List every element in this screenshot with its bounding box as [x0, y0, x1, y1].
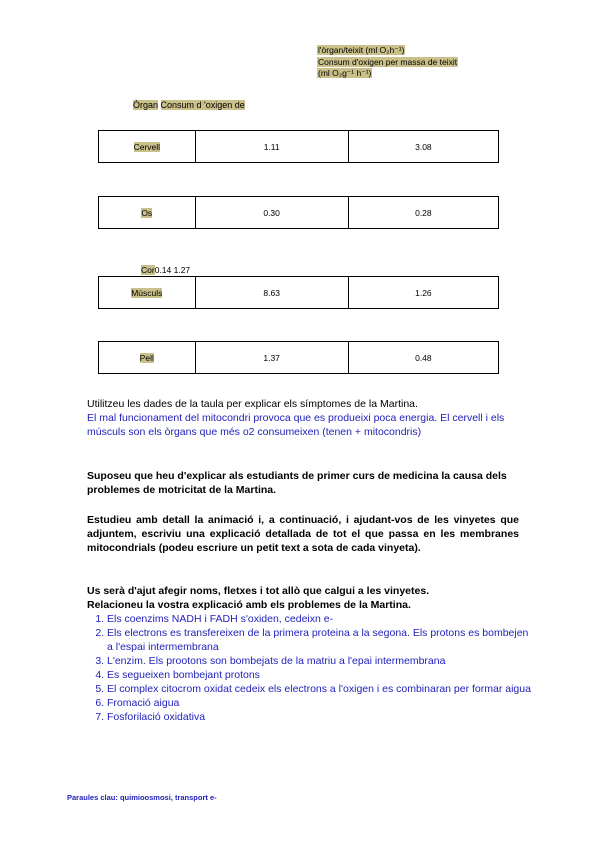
keywords-footer: Paraules clau: quimioosmosi, transport e-	[67, 793, 217, 802]
cor-values: 0.14 1.27	[154, 265, 191, 275]
value-cell: 0.28	[348, 197, 498, 229]
list-item: 5. El complex citocrom oxidat cedeix els electrons a l'oxigen i es combinaran per formar aigua	[107, 682, 537, 696]
table-row	[98, 196, 499, 229]
header-line-3: (ml O₂g⁻¹ h⁻¹)	[318, 68, 372, 78]
consum-label: Consum d 'oxigen de	[160, 100, 245, 110]
header-line-2: Consum d'oxigen per massa de teixit	[318, 56, 458, 67]
value-cell: 0.48	[348, 342, 498, 374]
table-row	[98, 276, 499, 309]
organ-label: Òrgan	[133, 100, 159, 110]
cor-row	[141, 265, 190, 275]
cor-label: Cor	[141, 265, 155, 275]
steps-list	[87, 612, 537, 724]
organ-header	[133, 100, 245, 110]
list-item: 6. Fromació aigua	[107, 696, 537, 710]
task-2: Estudieu amb detall la animació i, a continuació, i ajudant-vos de les vinyetes que adjuntem, escriviu una explicació detallada de tot el que passa en les membranes mitocondrials (podeu escriure un petit text a sota de cada vinyeta).	[87, 514, 519, 554]
task-3b: Relacioneu la vostra explicació amb els problemes de la Martina.	[87, 599, 411, 611]
value-cell: 3.08	[348, 131, 498, 163]
list-item: 4. Es segueixen bombejant protons	[107, 668, 537, 682]
column-header	[317, 45, 458, 80]
organ-cell: Músculs	[131, 287, 163, 298]
value-cell: 1.11	[195, 131, 348, 163]
answer-text: El mal funcionament del mitocondri provoca que es produeixi poca energia. El cervell i els músculs son els òrgans que més o2 consumeixen (tenen + mitocondris)	[87, 412, 505, 438]
task-1: Suposeu que heu d'explicar als estudiants de primer curs de medicina la causa dels problemes de motricitat de la Martina.	[87, 470, 507, 496]
organ-cell: Pell	[139, 352, 154, 363]
instruction-text: Utilitzeu les dades de la taula per explicar els símptomes de la Martina.	[87, 398, 418, 410]
table-row	[98, 341, 499, 374]
list-item: 3. L'enzim. Els prootons son bombejats de la matriu a l'epai intermembrana	[107, 654, 537, 668]
value-cell: 8.63	[195, 277, 348, 309]
value-cell: 1.26	[348, 277, 498, 309]
task-3a: Us serà d'ajut afegir noms, fletxes i tot allò que calgui a les vinyetes.	[87, 585, 430, 597]
organ-cell: Cervell	[133, 141, 161, 152]
list-item: 1. Els coenzims NADH i FADH s'oxiden, cedeixn e-	[107, 612, 537, 626]
table-row	[98, 130, 499, 163]
value-cell: 0.30	[195, 197, 348, 229]
header-line-1: l'òrgan/teixit (ml O₂h⁻¹)	[318, 45, 405, 55]
list-item: 7. Fosforilació oxidativa	[107, 710, 537, 724]
organ-cell: Os	[141, 207, 153, 218]
list-item: 2. Els electrons es transfereixen de la primera proteina a la segona. Els protons es bombejen a l'espai intermembrana	[107, 626, 537, 654]
value-cell: 1.37	[195, 342, 348, 374]
